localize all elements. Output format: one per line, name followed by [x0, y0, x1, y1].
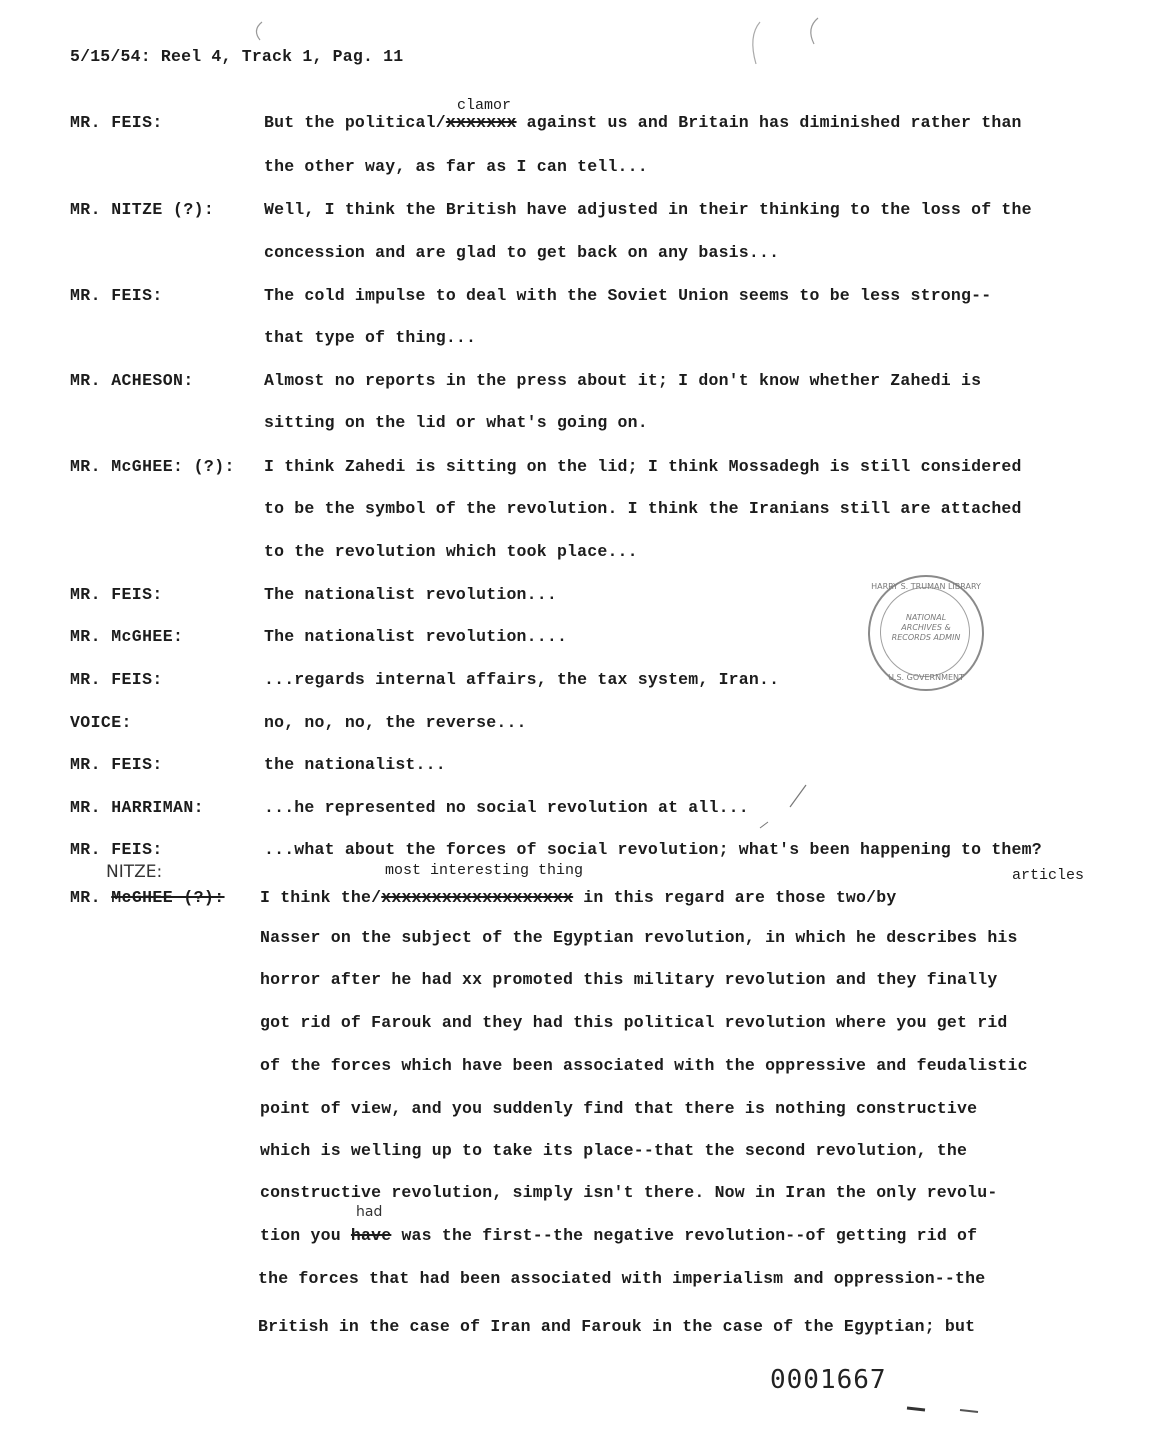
- punch-mark: [256, 22, 262, 40]
- speaker-name: MR. FEIS:: [70, 755, 163, 774]
- transcript-line: sitting on the lid or what's going on.: [264, 413, 648, 432]
- speaker-name: MR. McGHEE: (?):: [70, 457, 235, 476]
- line-part: But the political/: [264, 113, 446, 132]
- transcript-line: Almost no reports in the press about it; I don't know whether Zahedi is: [264, 371, 982, 390]
- line-had-pre: tion you: [260, 1226, 351, 1245]
- transcript-line: which is welling up to take its place--that the second revolution, the: [260, 1141, 968, 1160]
- speaker-name: MR. FEIS:: [70, 670, 163, 689]
- transcript-line: to the revolution which took place...: [264, 542, 638, 561]
- speaker-name: MR. FEIS:: [70, 286, 163, 305]
- insertion-most-interesting: most interesting thing: [385, 862, 584, 879]
- insertion-clamor: clamor: [457, 97, 512, 114]
- speaker-prefix: MR.: [70, 888, 101, 907]
- transcript-line: the other way, as far as I can tell...: [264, 157, 648, 176]
- transcript-line: ...regards internal affairs, the tax system, Iran..: [264, 670, 780, 689]
- punch-mark: [753, 22, 760, 64]
- speaker-struck: McGHEE (?):: [111, 888, 225, 907]
- document-number: 0001667: [770, 1365, 887, 1395]
- last-line-struck: xxxxxxxxxxxxxxxxxxx: [381, 888, 574, 907]
- speaker-handwritten: NITZE:: [106, 862, 163, 882]
- transcript-line: constructive revolution, simply isn't there. Now in Iran the only revolu-: [260, 1183, 998, 1202]
- transcript-line: British in the case of Iran and Farouk in the case of the Egyptian; but: [258, 1317, 976, 1336]
- transcript-line: concession and are glad to get back on any basis...: [264, 243, 780, 262]
- transcript-line: ...what about the forces of social revolution; what's been happening to them?: [264, 840, 1042, 859]
- speaker-name: MR. FEIS:: [70, 840, 163, 859]
- speaker-name: MR. FEIS:: [70, 585, 163, 604]
- last-line-start: I think the/: [260, 888, 382, 907]
- insertion-articles: articles: [1012, 867, 1085, 884]
- transcript-line: ...he represented no social revolution at all...: [264, 798, 749, 817]
- line-part: against us and Britain has diminished rather than: [516, 113, 1022, 132]
- transcript-line: Nasser on the subject of the Egyptian revolution, in which he describes his: [260, 928, 1018, 947]
- transcript-line: no, no, no, the reverse...: [264, 713, 527, 732]
- transcript-line: got rid of Farouk and they had this political revolution where you get rid: [260, 1013, 1008, 1032]
- transcript-line: to be the symbol of the revolution. I think the Iranians still are attached: [264, 499, 1022, 518]
- speaker-name: MR. FEIS:: [70, 113, 163, 132]
- speaker-name: MR. McGHEE:: [70, 627, 184, 646]
- speaker-name: MR. HARRIMAN:: [70, 798, 204, 817]
- line-had-struck: have: [350, 1226, 392, 1245]
- transcript-line: the nationalist...: [264, 755, 446, 774]
- transcript-line: Well, I think the British have adjusted in their thinking to the loss of the: [264, 200, 1032, 219]
- stamp-middle-text: NATIONAL ARCHIVES & RECORDS ADMIN: [891, 613, 961, 642]
- speaker-name: MR. NITZE (?):: [70, 200, 215, 219]
- transcript-line: The cold impulse to deal with the Soviet Union seems to be less strong--: [264, 286, 992, 305]
- transcript-line: the forces that had been associated with imperialism and oppression--the: [258, 1269, 986, 1288]
- speaker-name: VOICE:: [70, 713, 132, 732]
- pencil-mark: [790, 785, 806, 807]
- transcript-line: horror after he had xx promoted this military revolution and they finally: [260, 970, 998, 989]
- transcript-line: I think Zahedi is sitting on the lid; I think Mossadegh is still considered: [264, 457, 1022, 476]
- stamp-bottom-text: U.S. GOVERNMENT: [888, 673, 964, 682]
- transcript-line: The nationalist revolution....: [264, 627, 568, 646]
- pencil-mark: [760, 822, 768, 828]
- stamp-top-text: HARRY S. TRUMAN LIBRARY: [871, 582, 981, 591]
- speaker-name: MR. ACHESON:: [70, 371, 194, 390]
- punch-mark: [811, 18, 818, 44]
- transcript-line: point of view, and you suddenly find that there is nothing constructive: [260, 1099, 978, 1118]
- page-header: 5/15/54: Reel 4, Track 1, Pag. 11: [70, 47, 404, 66]
- transcript-line: that type of thing...: [264, 328, 477, 347]
- line-had-handwritten: had: [356, 1204, 383, 1220]
- ink-mark: [907, 1408, 925, 1410]
- ink-mark: [960, 1410, 978, 1412]
- struck-word: xxxxxxx: [445, 113, 517, 132]
- last-line-mid: in this regard are those two/by: [573, 888, 897, 907]
- line-had-post: was the first--the negative revolution--of getting rid of: [391, 1226, 978, 1245]
- transcript-line: The nationalist revolution...: [264, 585, 557, 604]
- transcript-line: of the forces which have been associated with the oppressive and feudalistic: [260, 1056, 1028, 1075]
